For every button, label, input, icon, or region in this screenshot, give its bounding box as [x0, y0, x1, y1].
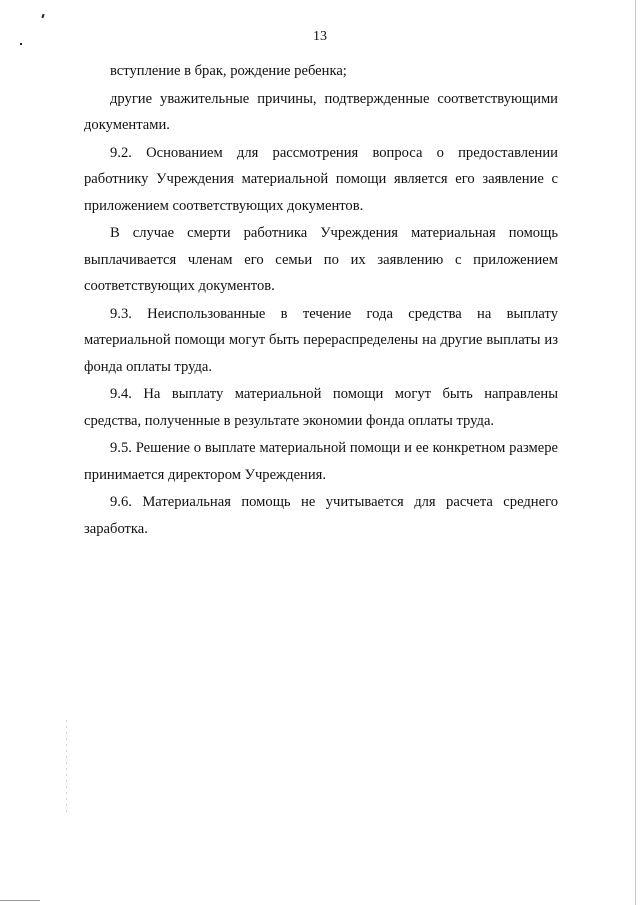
paragraph-marriage-birth: вступление в брак, рождение ребенка; [110, 63, 347, 79]
paragraph-9-5: 9.5. Решение о выплате материальной помощи и ее конкретном размере принимается директором Учреждения. [84, 440, 558, 483]
paragraph-other-reasons: другие уважительные причины, подтвержденные соответствующими документами. [84, 90, 558, 133]
paragraph-9-4: 9.4. На выплату материальной помощи могут быть направлены средства, полученные в результате экономии фонда оплаты труда. [84, 386, 558, 429]
paragraph-9-3: 9.3. Неиспользованные в течение года средства на выплату материальной помощи могут быть перераспределены на другие выплаты из фонда оплаты труда. [84, 305, 558, 375]
paragraph-9-2: 9.2. Основанием для рассмотрения вопроса о предоставлении работнику Учреждения материальной помощи является его заявление с приложением соответствующих документов. [84, 144, 558, 214]
page-number: 13 [313, 29, 327, 44]
document-body [84, 58, 558, 542]
paragraph-death-case: В случае смерти работника Учреждения материальная помощь выплачивается членам его семьи по их заявлению с приложением соответствующих документов. [84, 225, 558, 294]
paragraph-9-6: 9.6. Материальная помощь не учитывается для расчета среднего заработка. [84, 494, 558, 537]
page-bottom-edge-mark [0, 900, 40, 901]
page-right-edge [635, 0, 636, 905]
scan-artifact-line [66, 720, 67, 815]
scan-speck-top [41, 14, 44, 18]
